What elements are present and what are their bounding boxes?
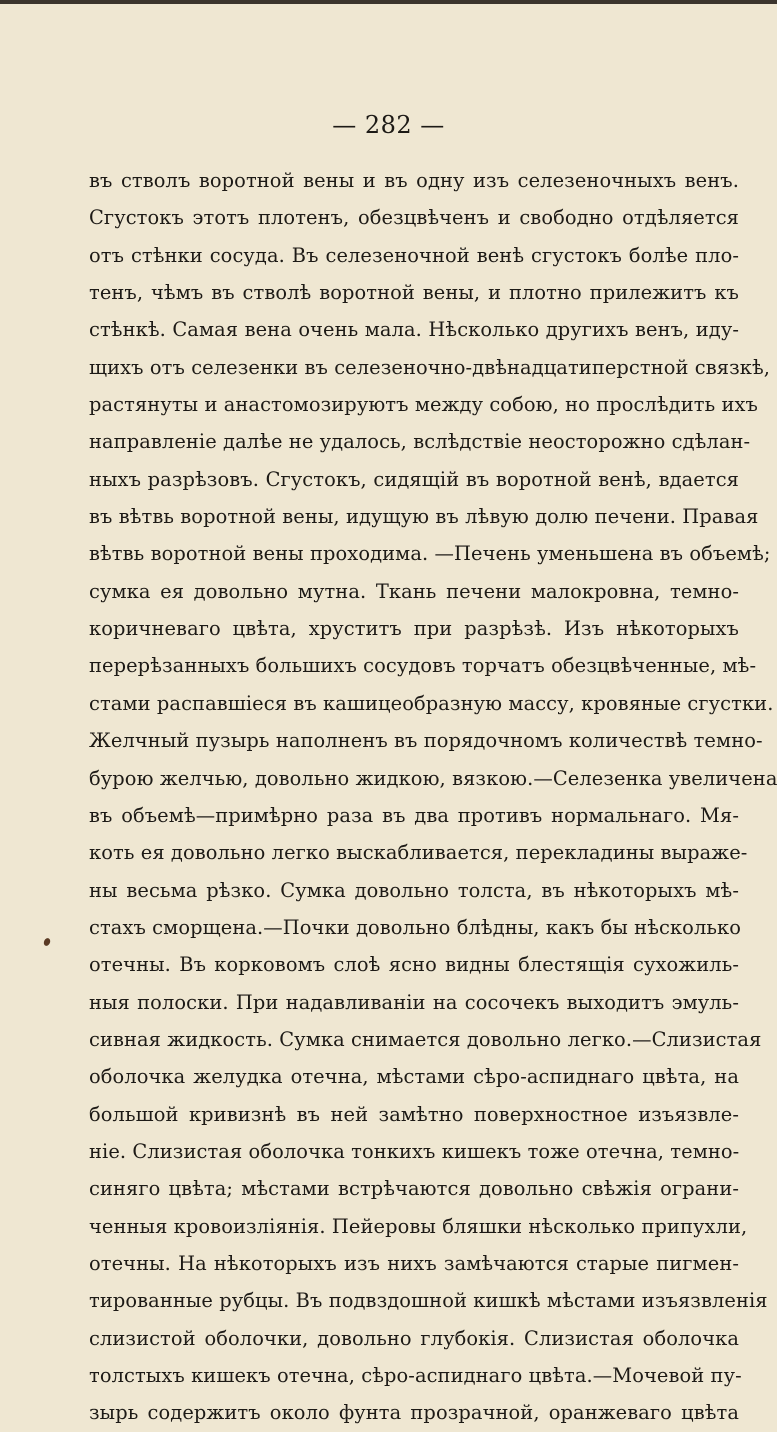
text-line: отечны. На нѣкоторыхъ изъ нихъ замѣчаются старые пигмен-: [89, 1251, 739, 1275]
text-line: отъ стѣнки сосуда. Въ селезеночной венѣ сгустокъ болѣе пло-: [89, 243, 739, 267]
text-line: отечны. Въ корковомъ слоѣ ясно видны блестящія сухожиль-: [89, 953, 739, 977]
text-line: коть ея довольно легко выскабливается, перекладины выраже-: [89, 841, 748, 865]
text-line: щихъ отъ селезенки въ селезеночно-двѣнадцатиперстной связкѣ,: [89, 355, 771, 379]
text-line: сумка ея довольно мутна. Ткань печени малокровна, темно-: [89, 579, 739, 603]
text-line: въ объемѣ—примѣрно раза въ два противъ нормальнаго. Мя-: [89, 803, 739, 827]
text-line: въ вѣтвь воротной вены, идущую въ лѣвую долю печени. Правая: [89, 505, 759, 529]
ink-speck: [43, 937, 52, 947]
text-line: оболочка желудка отечна, мѣстами сѣро-аспиднаго цвѣта, на: [89, 1065, 739, 1089]
text-line: ныхъ разрѣзовъ. Сгустокъ, сидящій въ воротной венѣ, вдается: [89, 467, 739, 491]
text-line: большой кривизнѣ въ ней замѣтно поверхностное изъязвле-: [89, 1102, 739, 1126]
text-line: синяго цвѣта; мѣстами встрѣчаются довольно свѣжія ограни-: [89, 1177, 739, 1201]
text-line: Желчный пузырь наполненъ въ порядочномъ количествѣ темно-: [89, 729, 763, 753]
text-line: вѣтвь воротной вены проходима. —Печень уменьшена въ объемѣ;: [89, 542, 771, 566]
page-number: — 282 —: [332, 111, 445, 139]
text-line: стѣнкѣ. Самая вена очень мала. Нѣсколько другихъ венъ, иду-: [89, 318, 739, 342]
text-line: бурою желчью, довольно жидкою, вязкою.—Селезенка увеличена: [89, 766, 777, 790]
text-line: толстыхъ кишекъ отечна, сѣро-аспиднаго цвѣта.—Мочевой пу-: [89, 1364, 742, 1387]
text-line: Сгустокъ этотъ плотенъ, обезцвѣченъ и свободно отдѣляется: [89, 206, 739, 230]
text-line: ныя полоски. При надавливаніи на сосочекъ выходитъ эмуль-: [89, 990, 739, 1014]
text-line: перерѣзанныхъ большихъ сосудовъ торчатъ обезцвѣченные, мѣ-: [89, 654, 757, 678]
text-line: тированные рубцы. Въ подвздошной кишкѣ мѣстами изъязвленія: [89, 1289, 768, 1313]
body-text: [89, 162, 777, 1432]
text-line: ны весьма рѣзко. Сумка довольно толста, въ нѣкоторыхъ мѣ-: [89, 878, 739, 902]
text-line: зырь содержитъ около фунта прозрачной, оранжеваго цвѣта: [89, 1401, 739, 1425]
text-line: сивная жидкость. Сумка снимается довольно легко.—Слизистая: [89, 1027, 762, 1051]
text-line: растянуты и анастомозируютъ между собою, но прослѣдить ихъ: [89, 393, 758, 417]
text-line: стами распавшіеся въ кашицеобразную массу, кровяные сгустки.: [89, 691, 774, 715]
text-line: коричневаго цвѣта, хруститъ при разрѣзѣ. Изъ нѣкоторыхъ: [89, 617, 739, 641]
text-line: ніе. Слизистая оболочка тонкихъ кишекъ тоже отечна, темно-: [89, 1139, 740, 1163]
text-line: стахъ сморщена.—Почки довольно блѣдны, какъ бы нѣсколько: [89, 915, 742, 939]
text-line: въ стволъ воротной вены и въ одну изъ селезеночныхъ венъ.: [89, 169, 739, 192]
text-line: направленіе далѣе не удалось, вслѣдствіе неосторожно сдѣлан-: [89, 430, 751, 454]
text-line: ченныя кровоизліянія. Пейеровы бляшки нѣсколько припухли,: [89, 1214, 748, 1238]
text-line: слизистой оболочки, довольно глубокія. Слизистая оболочка: [89, 1326, 739, 1350]
text-line: тенъ, чѣмъ въ стволѣ воротной вены, и плотно прилежитъ къ: [89, 281, 739, 305]
